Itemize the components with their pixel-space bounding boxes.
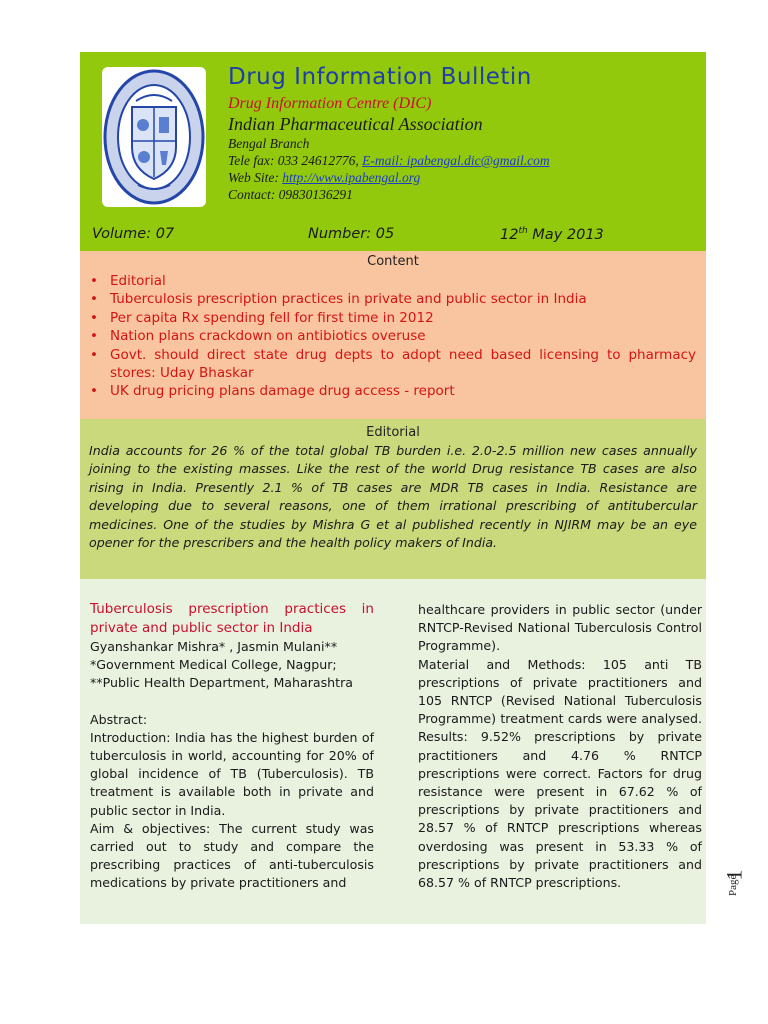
- article-continuation: healthcare providers in public sector (under RNTCP-Revised National Tuberculosis Control Programme).: [418, 602, 702, 654]
- content-list: [88, 272, 696, 401]
- editorial-text: India accounts for 26 % of the total global TB burden i.e. 2.0-2.5 million new cases annually joining to the existing masses. Like the rest of the world Drug resistance TB cases are also rising in India. Presently 2.1 % of TB cases are MDR TB cases in India. Resistance are developing due to several reasons, one of them irrational prescribing of antitubercular medicines. One of the studies by Mishra G et al published recently in NJIRM may be an eye opener for the prescribers and the health policy makers of India.: [89, 443, 697, 551]
- email-link[interactable]: E-mail: ipabengal.dic@gmail.com: [362, 153, 550, 168]
- article-affiliation-2: **Public Health Department, Maharashtra: [90, 675, 353, 691]
- bulletin-title: Drug Information Bulletin: [228, 64, 532, 90]
- branch-name: Bengal Branch: [228, 136, 310, 151]
- contact-line: [228, 153, 550, 169]
- article-affiliation-1: *Government Medical College, Nagpur;: [90, 657, 337, 673]
- page-number: 1: [721, 869, 747, 881]
- content-section: [80, 251, 706, 419]
- date-suffix: th: [518, 226, 528, 236]
- content-item-antibiotics[interactable]: • Nation plans crackdown on antibiotics overuse: [88, 327, 696, 345]
- editorial-heading: Editorial: [366, 425, 420, 440]
- content-item-tb-practices[interactable]: • Tuberculosis prescription practices in private and public sector in India: [88, 290, 696, 308]
- website-line: [228, 170, 420, 186]
- issue-info: [92, 226, 692, 246]
- article-section: [80, 579, 706, 924]
- page-word: Page: [727, 874, 739, 896]
- article-methods-results: Material and Methods: 105 anti TB prescriptions of private practitioners and 105 RNTCP (Revised National Tuberculosis Programme) treatment cards were analysed. Results: 9.52% prescriptions by private practitioners and 4.76 % RNTCP prescriptions were correct. Factors for drug resistance were present in 67.62 % of prescriptions by private practitioners and 28.57 % of RNTCP prescriptions whereas overdosing was present in 53.33 % of prescriptions by private practitioners and 68.57 % of RNTCP prescriptions.: [418, 656, 702, 891]
- ipa-logo: [102, 67, 206, 207]
- content-item-licensing[interactable]: • Govt. should direct state drug depts to adopt need based licensing to pharmacy stores: Uday Bhaskar: [88, 346, 696, 383]
- article-aims: Aim & objectives: The current study was carried out to study and compare the prescribing practices of anti-tuberculosis medications by private practitioners and: [90, 820, 374, 891]
- article-title: Tuberculosis prescription practices in private and public sector in India: [90, 601, 374, 636]
- website-label: Web Site:: [228, 170, 283, 185]
- page-number-label: [721, 869, 765, 920]
- article-introduction: Introduction: India has the highest burden of tuberculosis in world, accounting for 20% of global incidence of TB (Tuberculosis). TB treatment is available both in private and public sector in India.: [90, 729, 374, 818]
- article-column-right: [418, 601, 702, 892]
- issue-date: [500, 226, 604, 243]
- ipa-seal-icon: [102, 67, 206, 207]
- association-name: Indian Pharmaceutical Association: [228, 114, 483, 134]
- content-item-uk-pricing[interactable]: • UK drug pricing plans damage drug access - report: [88, 382, 696, 400]
- content-item-editorial[interactable]: • Editorial: [88, 272, 696, 290]
- number-text: Number: 05: [308, 226, 395, 242]
- date-rest: May 2013: [527, 226, 604, 243]
- content-heading: Content: [367, 254, 419, 269]
- content-item-rx-spending[interactable]: • Per capita Rx spending fell for first time in 2012: [88, 309, 696, 327]
- date-day: 12: [500, 226, 519, 243]
- telefax-text: Tele fax: 033 24612776,: [228, 153, 363, 168]
- article-column-left: [90, 600, 374, 893]
- bulletin-header: [80, 52, 706, 251]
- website-link[interactable]: http://www.ipabengal.org: [282, 170, 421, 185]
- centre-name: Drug Information Centre (DIC): [228, 95, 432, 112]
- editorial-section: [80, 419, 706, 579]
- abstract-label: Abstract:: [90, 711, 148, 727]
- article-authors: Gyanshankar Mishra* , Jasmin Mulani**: [90, 639, 338, 654]
- volume-text: Volume: 07: [92, 226, 175, 242]
- contact-phone: Contact: 09830136291: [228, 187, 353, 202]
